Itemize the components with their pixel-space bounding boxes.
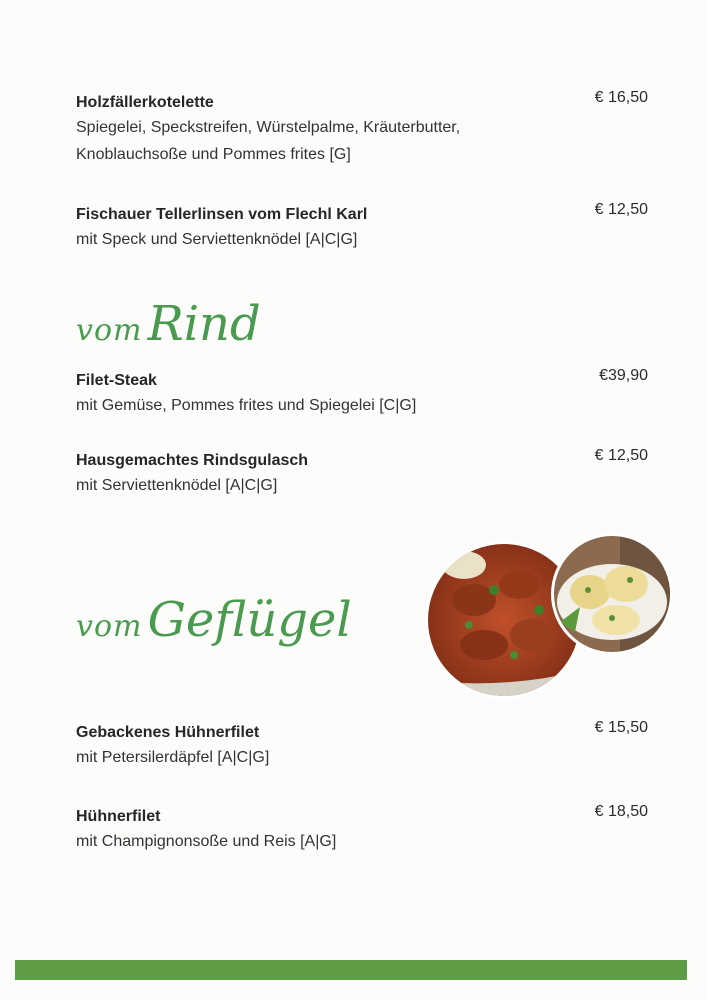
item-name: Fischauer Tellerlinsen vom Flechl Karl bbox=[76, 206, 368, 223]
heading-title: Rind bbox=[147, 296, 261, 352]
heading-title: Geflügel bbox=[147, 592, 352, 648]
item-description: mit Speck und Serviettenknödel [A|C|G] bbox=[76, 231, 358, 248]
item-description: mit Gemüse, Pommes frites und Spiegelei [C|G] bbox=[76, 397, 417, 414]
menu-item bbox=[76, 89, 656, 168]
item-price: € 12,50 bbox=[594, 447, 648, 464]
item-name: Filet-Steak bbox=[76, 372, 157, 389]
heading-prefix: vom bbox=[76, 313, 143, 348]
item-description: mit Serviettenknödel [A|C|G] bbox=[76, 477, 278, 494]
item-description: Spiegelei, Speckstreifen, Würstelpalme, Kräuterbutter, bbox=[76, 119, 461, 136]
item-name: Gebackenes Hühnerfilet bbox=[76, 724, 260, 741]
footer-bar bbox=[15, 960, 687, 980]
item-name: Hühnerfilet bbox=[76, 808, 161, 825]
item-name: Hausgemachtes Rindsgulasch bbox=[76, 452, 309, 469]
item-price: € 18,50 bbox=[594, 803, 648, 820]
menu-item bbox=[76, 201, 656, 253]
item-description: mit Petersilerdäpfel [A|C|G] bbox=[76, 749, 270, 766]
item-price: € 16,50 bbox=[594, 89, 648, 106]
item-description: Knoblauchsoße und Pommes frites [G] bbox=[76, 146, 351, 163]
item-name: Holzfällerkotelette bbox=[76, 94, 214, 111]
menu-item bbox=[76, 719, 656, 771]
dumplings-plate-photo bbox=[550, 532, 674, 656]
menu-item bbox=[76, 803, 656, 855]
section-heading-gefluegel bbox=[76, 592, 352, 648]
section-heading-rind bbox=[76, 296, 261, 352]
item-price: € 12,50 bbox=[594, 201, 648, 218]
menu-item bbox=[76, 367, 656, 419]
item-description: mit Champignonsoße und Reis [A|G] bbox=[76, 833, 337, 850]
menu-item bbox=[76, 447, 656, 499]
item-price: € 15,50 bbox=[594, 719, 648, 736]
heading-prefix: vom bbox=[76, 609, 143, 644]
item-price: €39,90 bbox=[599, 367, 648, 384]
